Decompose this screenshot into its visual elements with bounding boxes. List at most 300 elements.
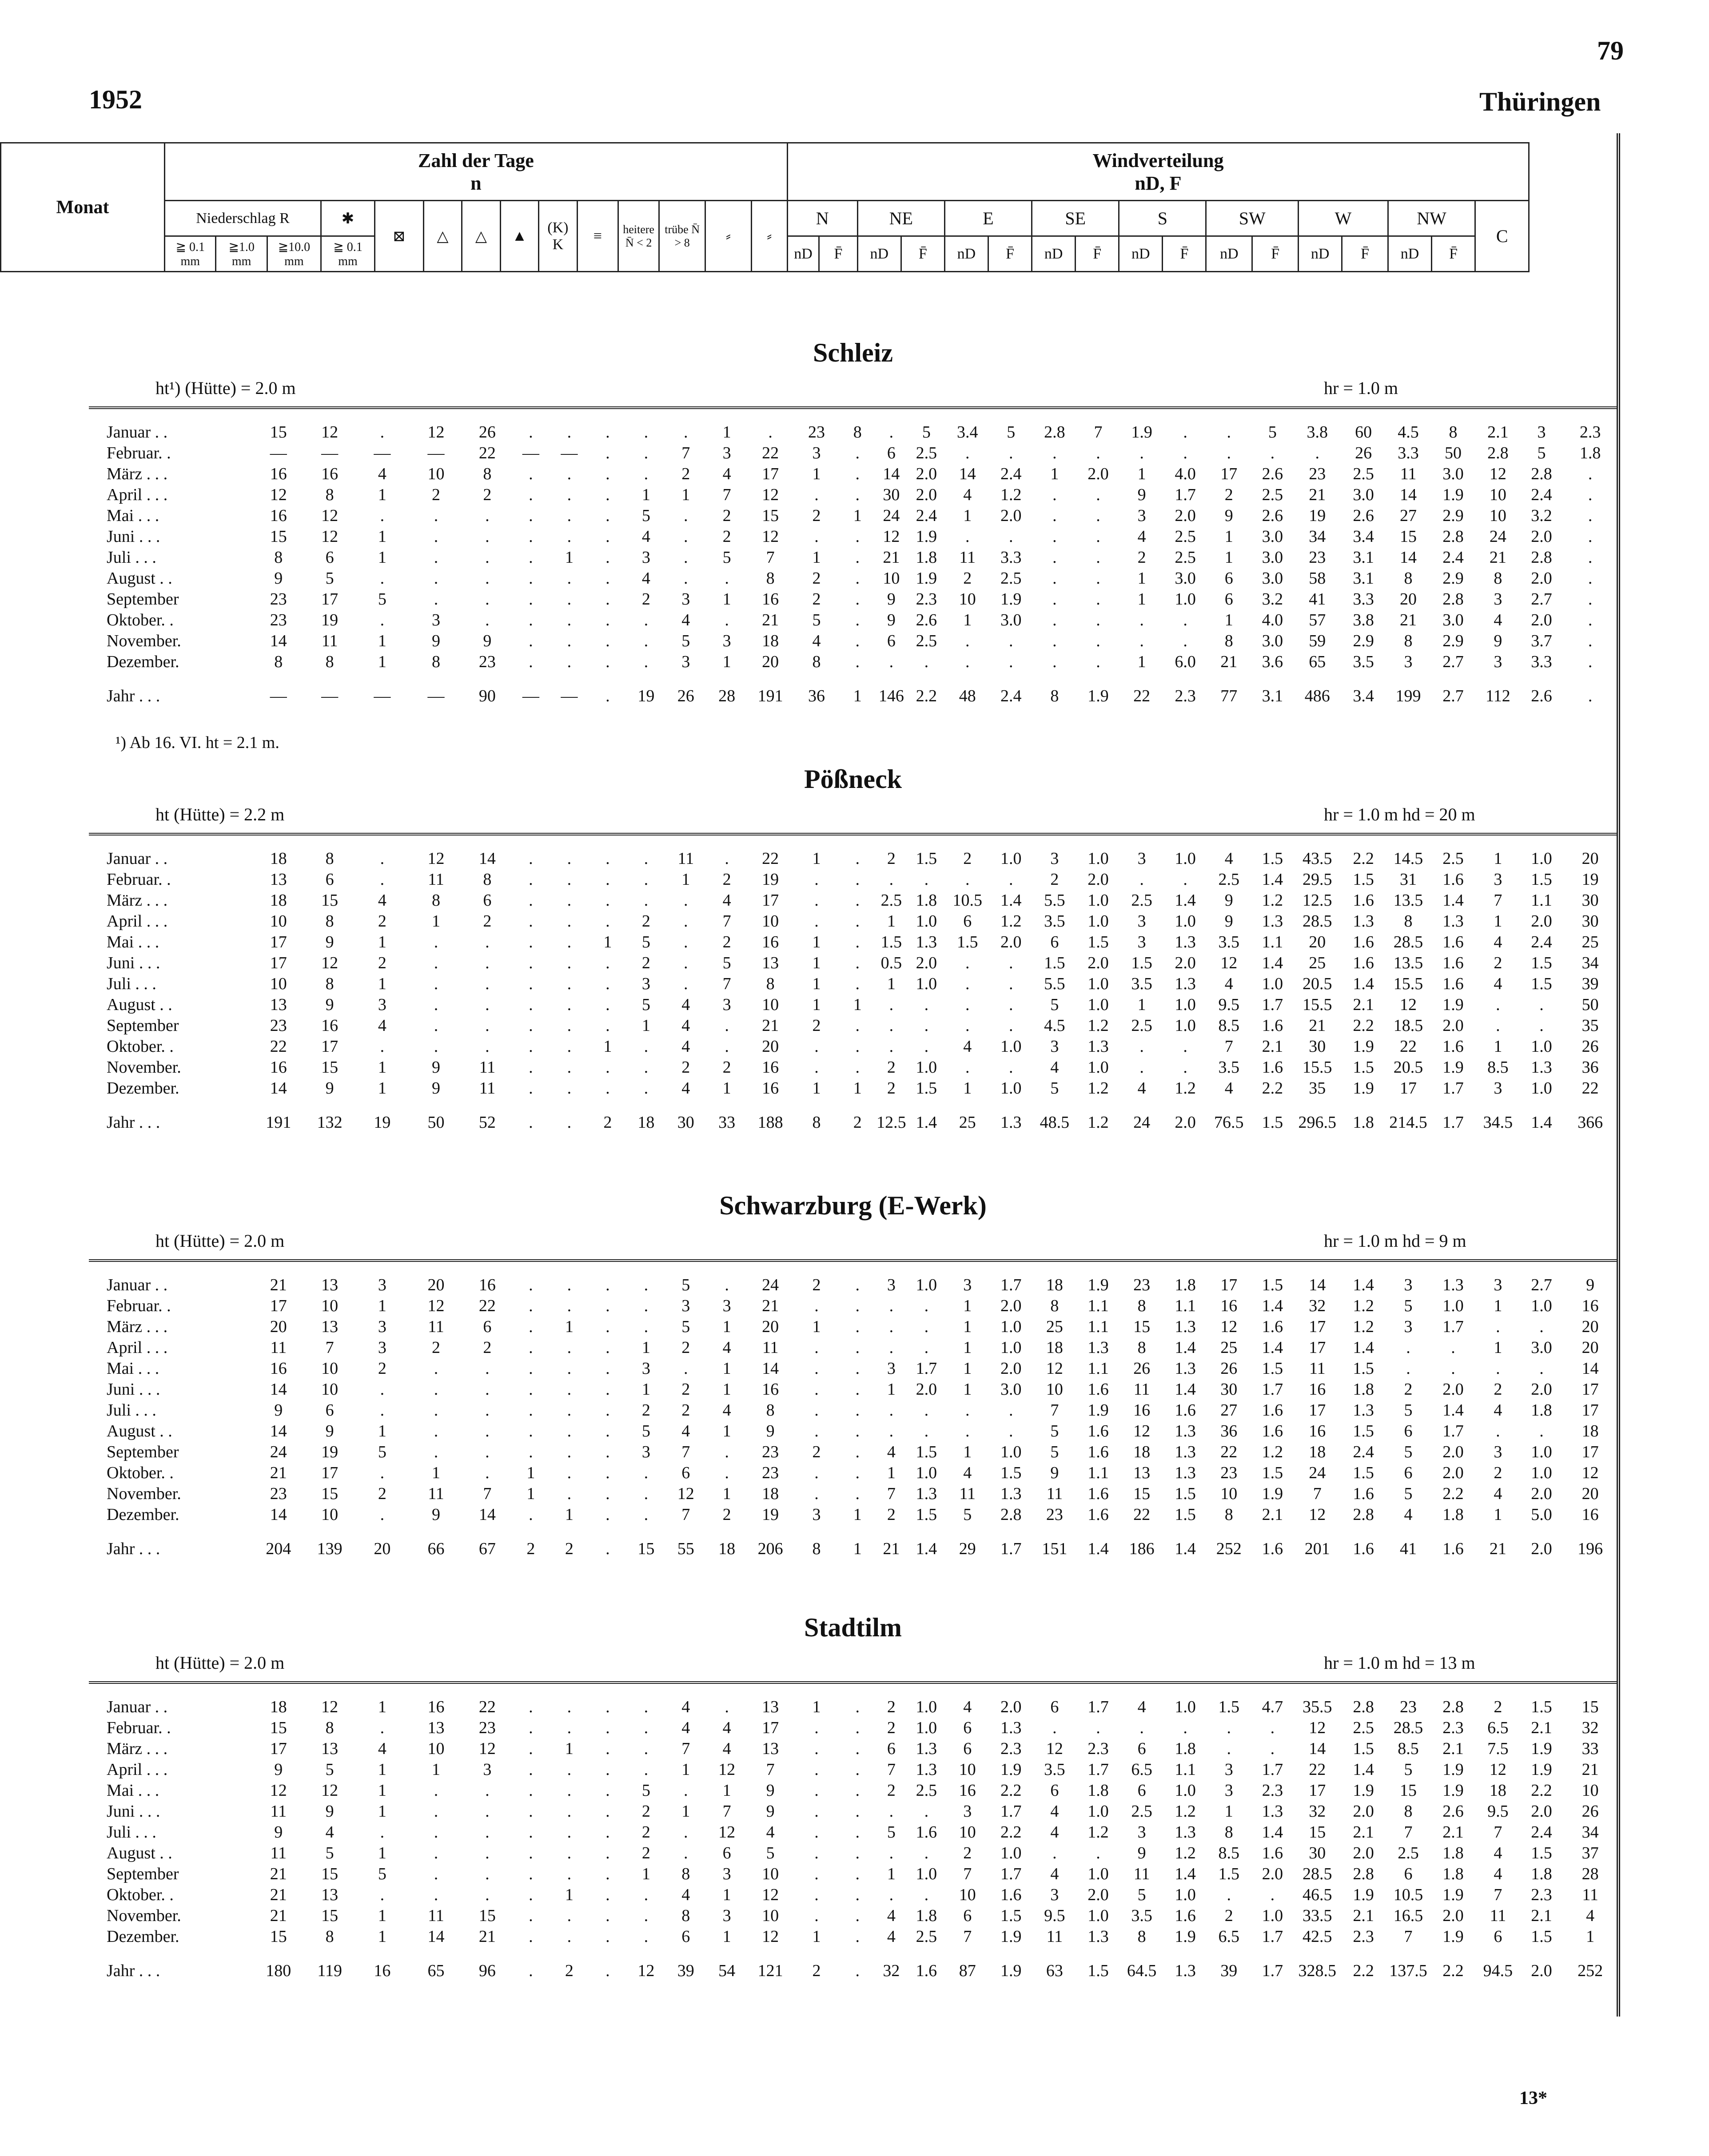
table-cell: 35: [1309, 1079, 1326, 1098]
table-cell: 1.6: [1262, 1058, 1283, 1077]
table-cell: .: [567, 1338, 572, 1357]
table-cell: .: [1052, 569, 1057, 588]
table-cell: 2.1: [1262, 1037, 1283, 1056]
table-cell: 4: [325, 1823, 334, 1842]
table-cell: .: [529, 485, 533, 504]
table-cell: 6: [887, 632, 896, 650]
table-cell: 8: [1449, 423, 1458, 442]
table-cell: 10: [270, 912, 287, 931]
table-cell: 9: [1494, 632, 1502, 650]
table-cell: 23: [478, 652, 496, 671]
table-cell: 4: [963, 1464, 972, 1482]
table-cell: 24: [1309, 1464, 1326, 1482]
table-cell: 21: [883, 1539, 900, 1558]
table-cell: 8: [1404, 912, 1413, 931]
table-cell: .: [434, 548, 438, 567]
month-label: April . . .: [107, 1760, 168, 1779]
table-cell: 2.0: [1088, 1886, 1109, 1904]
table-cell: .: [485, 995, 490, 1014]
table-cell: .: [434, 1865, 438, 1883]
table-cell: 191: [757, 687, 783, 705]
table-row: [89, 1463, 1617, 1484]
table-cell: 3: [1404, 1317, 1413, 1336]
table-cell: .: [965, 444, 970, 462]
table-cell: 1.4: [1353, 1760, 1374, 1779]
table-cell: .: [529, 569, 533, 588]
table-cell: 1.9: [1131, 423, 1152, 442]
table-cell: 1.4: [1175, 1380, 1196, 1399]
table-cell: .: [924, 1338, 929, 1357]
table-cell: .: [567, 569, 572, 588]
table-cell: 2: [603, 1113, 612, 1132]
table-cell: 2: [378, 912, 386, 931]
table-cell: .: [1139, 611, 1144, 629]
table-row: [89, 443, 1617, 464]
table-cell: 2.2: [1442, 1484, 1464, 1503]
table-cell: —: [270, 444, 287, 462]
table-cell: .: [1139, 870, 1144, 889]
table-cell: 4: [641, 527, 650, 546]
table-cell: 26: [677, 687, 694, 705]
table-cell: 15: [637, 1539, 655, 1558]
table-cell: 13.5: [1393, 954, 1423, 972]
table-cell: 17: [762, 465, 779, 483]
table-cell: 20: [1582, 1338, 1599, 1357]
table-cell: .: [567, 1802, 572, 1821]
table-cell: 1.8: [1175, 1739, 1196, 1758]
table-cell: .: [1009, 1016, 1013, 1035]
table-cell: 3: [378, 1338, 386, 1357]
station-hr: hr = 1.0 m hd = 9 m: [1324, 1231, 1466, 1251]
table-cell: .: [380, 569, 385, 588]
table-cell: 1.6: [1353, 954, 1374, 972]
table-cell: 1: [1494, 912, 1502, 931]
table-cell: .: [924, 1317, 929, 1336]
table-row: [89, 1718, 1617, 1738]
table-cell: 2: [483, 912, 492, 931]
table-cell: 3: [1494, 590, 1502, 609]
table-cell: 1: [722, 1927, 731, 1946]
table-cell: .: [855, 611, 860, 629]
table-cell: .: [606, 1927, 610, 1946]
table-cell: —: [374, 444, 391, 462]
table-cell: 1: [812, 465, 821, 483]
table-cell: .: [855, 912, 860, 931]
table-cell: 1.0: [1175, 1781, 1196, 1800]
table-cell: 1.0: [1442, 1297, 1464, 1315]
table-cell: 1.2: [1262, 1443, 1283, 1461]
table-cell: .: [1009, 444, 1013, 462]
table-cell: 1.5: [1175, 1484, 1196, 1503]
table-cell: 22: [1220, 1443, 1238, 1461]
table-cell: 1.3: [916, 933, 937, 951]
table-cell: .: [485, 1844, 490, 1862]
table-cell: .: [1588, 465, 1593, 483]
table-cell: .: [567, 1718, 572, 1737]
table-cell: 17: [270, 1739, 287, 1758]
table-cell: .: [965, 870, 970, 889]
table-cell: .: [855, 1739, 860, 1758]
table-cell: .: [855, 632, 860, 650]
table-cell: 1: [432, 1760, 441, 1779]
table-cell: .: [644, 423, 649, 442]
table-cell: 1: [526, 1484, 535, 1503]
table-cell: 9.5: [1218, 995, 1239, 1014]
table-cell: 16: [762, 1380, 779, 1399]
table-cell: 1.4: [1175, 1338, 1196, 1357]
station-hr: hr = 1.0 m: [1324, 378, 1398, 398]
table-cell: 29.5: [1303, 870, 1332, 889]
table-cell: .: [924, 652, 929, 671]
table-cell: 1: [565, 1739, 574, 1758]
table-cell: 2.1: [1353, 1823, 1374, 1842]
table-cell: 12: [762, 1886, 779, 1904]
table-cell: 4: [1224, 849, 1233, 868]
table-cell: .: [567, 527, 572, 546]
table-cell: 14: [1582, 1359, 1599, 1378]
table-cell: .: [1183, 1058, 1187, 1077]
table-cell: 366: [1578, 1113, 1603, 1132]
header-thr-100: ≧10.0 mm: [267, 236, 321, 272]
table-cell: 1.9: [1262, 1484, 1283, 1503]
table-cell: .: [814, 1401, 819, 1420]
table-cell: 16: [374, 1961, 391, 1980]
table-cell: 10: [321, 1380, 339, 1399]
table-row: [89, 505, 1617, 526]
table-cell: 1.5: [1131, 954, 1152, 972]
table-cell: 2.2: [1531, 1781, 1552, 1800]
table-cell: 1.3: [1000, 1718, 1022, 1737]
page-year: 1952: [89, 85, 142, 114]
table-cell: 19: [762, 870, 779, 889]
table-cell: 67: [478, 1539, 496, 1558]
table-cell: 1: [378, 632, 386, 650]
table-cell: 4: [681, 1016, 690, 1035]
table-cell: 1.0: [1175, 590, 1196, 609]
table-cell: 4: [766, 1823, 775, 1842]
table-cell: 1.4: [1262, 954, 1283, 972]
table-cell: 2.0: [1088, 954, 1109, 972]
table-cell: 3.0: [1442, 465, 1464, 483]
table-cell: 1.9: [1000, 1927, 1022, 1946]
table-row: [89, 848, 1617, 869]
table-cell: 8: [812, 1539, 821, 1558]
table-cell: .: [1227, 444, 1231, 462]
table-cell: 52: [478, 1113, 496, 1132]
table-cell: .: [1052, 652, 1057, 671]
table-cell: 16: [1309, 1380, 1326, 1399]
table-cell: 2.2: [1442, 1961, 1464, 1980]
table-row: [89, 1843, 1617, 1864]
table-cell: 3.2: [1531, 506, 1552, 525]
table-cell: 11: [270, 1844, 287, 1862]
table-cell: .: [529, 1016, 533, 1035]
table-cell: 3: [722, 1297, 731, 1315]
table-cell: 3.0: [1175, 569, 1196, 588]
table-cell: 7: [1494, 1886, 1502, 1904]
table-cell: 2.5: [1131, 1802, 1152, 1821]
table-cell: 57: [1309, 611, 1326, 629]
table-cell: 15: [321, 1484, 339, 1503]
month-label: August . .: [107, 1844, 172, 1862]
table-cell: 1.6: [1000, 1886, 1022, 1904]
table-cell: 10: [1489, 506, 1506, 525]
table-cell: .: [485, 1865, 490, 1883]
table-cell: 1.1: [1531, 891, 1552, 910]
table-cell: 2: [887, 849, 896, 868]
table-cell: 10: [1220, 1484, 1238, 1503]
table-cell: 1.4: [1442, 1401, 1464, 1420]
month-label: Mai . . .: [107, 933, 159, 951]
table-cell: 2.1: [1442, 1739, 1464, 1758]
table-cell: 15: [762, 506, 779, 525]
table-cell: 21: [762, 1016, 779, 1035]
table-cell: .: [606, 611, 610, 629]
table-cell: 2.0: [1000, 1359, 1022, 1378]
table-cell: 2.0: [1175, 1113, 1196, 1132]
table-cell: 3.2: [1262, 590, 1283, 609]
table-cell: 7: [722, 1802, 731, 1821]
table-cell: 2.4: [1531, 485, 1552, 504]
table-cell: 1.5: [1218, 1698, 1239, 1716]
table-cell: 1.9: [1000, 1961, 1022, 1980]
table-cell: —: [561, 444, 578, 462]
table-cell: 1: [565, 548, 574, 567]
table-cell: 2.5: [1262, 485, 1283, 504]
table-cell: 1: [1137, 652, 1146, 671]
table-cell: 1.9: [1442, 1927, 1464, 1946]
table-cell: 2: [887, 1781, 896, 1800]
table-cell: 2: [722, 527, 731, 546]
table-row: [89, 610, 1617, 631]
table-cell: 1.3: [1088, 1037, 1109, 1056]
table-cell: 23: [270, 1016, 287, 1035]
table-cell: 13: [270, 870, 287, 889]
table-cell: 9: [274, 1760, 283, 1779]
table-cell: 6: [483, 891, 492, 910]
table-cell: .: [1227, 1739, 1231, 1758]
table-cell: 18: [270, 1698, 287, 1716]
table-cell: .: [1588, 548, 1593, 567]
table-cell: 9: [325, 1079, 334, 1098]
table-cell: 1.9: [1442, 1760, 1464, 1779]
table-cell: 8.5: [1218, 1844, 1239, 1862]
table-cell: .: [684, 1781, 688, 1800]
month-label: Oktober. .: [107, 1886, 174, 1904]
table-cell: .: [684, 527, 688, 546]
table-cell: 1.1: [1088, 1317, 1109, 1336]
table-cell: 1.3: [916, 1739, 937, 1758]
table-cell: 5: [325, 569, 334, 588]
table-cell: .: [434, 1844, 438, 1862]
table-cell: 1: [378, 1844, 386, 1862]
table-cell: 1.6: [1175, 1906, 1196, 1925]
table-cell: .: [485, 506, 490, 525]
table-row: [89, 568, 1617, 589]
table-cell: 30: [1582, 891, 1599, 910]
table-cell: 10: [762, 1865, 779, 1883]
table-cell: 7: [722, 912, 731, 931]
table-cell: 12: [637, 1961, 655, 1980]
table-cell: 2.1: [1353, 995, 1374, 1014]
table-cell: 32: [1582, 1718, 1599, 1737]
table-cell: 1.8: [916, 1906, 937, 1925]
table-cell: 1.9: [916, 569, 937, 588]
table-cell: 2.0: [1442, 1016, 1464, 1035]
table-cell: 1.3: [1442, 1276, 1464, 1294]
table-cell: 37: [1582, 1844, 1599, 1862]
table-cell: 1.0: [1088, 1906, 1109, 1925]
table-cell: 8: [1404, 1802, 1413, 1821]
table-row: [89, 422, 1617, 443]
table-cell: 2.6: [916, 611, 937, 629]
table-cell: .: [380, 1401, 385, 1420]
header-sym-6: ≡: [577, 201, 618, 272]
table-cell: .: [380, 1718, 385, 1737]
table-cell: 1.3: [1442, 912, 1464, 931]
header-nd: nD: [1119, 236, 1163, 272]
table-cell: 1.0: [1175, 1698, 1196, 1716]
table-cell: .: [567, 912, 572, 931]
table-cell: 3.5: [1131, 1906, 1152, 1925]
table-cell: .: [567, 1079, 572, 1098]
table-cell: .: [529, 975, 533, 993]
table-cell: 3: [1050, 849, 1059, 868]
table-cell: 39: [677, 1961, 694, 1980]
table-cell: 1.0: [1531, 1297, 1552, 1315]
table-cell: 1.5: [1531, 975, 1552, 993]
table-cell: .: [644, 891, 649, 910]
table-cell: 8: [1224, 1823, 1233, 1842]
table-cell: 1.1: [1262, 933, 1283, 951]
table-cell: 16: [1133, 1401, 1151, 1420]
table-cell: .: [529, 1844, 533, 1862]
table-cell: 2.1: [1442, 1823, 1464, 1842]
table-cell: .: [1096, 548, 1100, 567]
table-cell: 17: [321, 590, 339, 609]
table-cell: .: [1052, 444, 1057, 462]
table-cell: .: [1588, 652, 1593, 671]
table-cell: 1: [641, 1380, 650, 1399]
header-sym-2: △: [423, 201, 462, 272]
table-cell: 6: [325, 870, 334, 889]
table-cell: 2.2: [1353, 1961, 1374, 1980]
table-cell: .: [889, 870, 894, 889]
table-cell: .: [1096, 485, 1100, 504]
table-cell: 2.4: [1000, 465, 1022, 483]
table-cell: 1: [853, 995, 862, 1014]
table-cell: 16: [762, 590, 779, 609]
month-label: September: [107, 1443, 179, 1461]
table-cell: .: [1183, 870, 1187, 889]
table-cell: .: [529, 465, 533, 483]
table-cell: 3.5: [1218, 1058, 1239, 1077]
table-cell: 1.7: [1000, 1865, 1022, 1883]
table-cell: 1.7: [1262, 1760, 1283, 1779]
table-cell: 2.4: [1353, 1443, 1374, 1461]
table-cell: .: [814, 1886, 819, 1904]
table-cell: 1.6: [1262, 1422, 1283, 1440]
table-cell: 10: [427, 1739, 445, 1758]
table-cell: .: [1009, 870, 1013, 889]
table-cell: 26: [478, 423, 496, 442]
table-cell: 8: [325, 485, 334, 504]
table-cell: .: [1096, 590, 1100, 609]
table-cell: 8: [325, 849, 334, 868]
table-cell: —: [522, 687, 539, 705]
table-cell: .: [606, 954, 610, 972]
table-cell: 2: [722, 933, 731, 951]
table-cell: 15: [321, 1865, 339, 1883]
table-cell: .: [485, 527, 490, 546]
month-label: August . .: [107, 1422, 172, 1440]
table-cell: 1.8: [1353, 1113, 1374, 1132]
table-cell: 1.0: [1000, 1079, 1022, 1098]
table-cell: 4: [1494, 1484, 1502, 1503]
station-table: [89, 1697, 1617, 1981]
table-cell: 1: [378, 485, 386, 504]
table-cell: 1.3: [1000, 1484, 1022, 1503]
table-cell: .: [606, 975, 610, 993]
table-cell: 1: [681, 1760, 690, 1779]
table-cell: .: [924, 1802, 929, 1821]
month-label: Juli . . .: [107, 1823, 156, 1842]
table-cell: 1: [641, 1865, 650, 1883]
table-cell: 3: [1050, 1037, 1059, 1056]
table-row: [89, 1036, 1617, 1057]
table-cell: 2: [812, 1443, 821, 1461]
table-cell: 2.5: [1175, 548, 1196, 567]
table-cell: 1.7: [1442, 1113, 1464, 1132]
table-cell: 6: [1137, 1781, 1146, 1800]
table-cell: 2.2: [1000, 1823, 1022, 1842]
table-cell: 6: [1224, 569, 1233, 588]
table-cell: 20: [1582, 1484, 1599, 1503]
table-cell: .: [529, 1422, 533, 1440]
table-cell: 3.8: [1307, 423, 1328, 442]
table-cell: 3.5: [1044, 1760, 1065, 1779]
table-cell: 5: [1050, 1079, 1059, 1098]
table-cell: .: [434, 1781, 438, 1800]
column-header: [0, 142, 1530, 272]
table-cell: 3: [1404, 1276, 1413, 1294]
table-cell: 12: [270, 485, 287, 504]
table-cell: .: [855, 954, 860, 972]
table-cell: .: [606, 652, 610, 671]
table-cell: .: [1096, 632, 1100, 650]
month-label: Juli . . .: [107, 548, 156, 567]
table-cell: 1.4: [1353, 1338, 1374, 1357]
table-cell: 5: [1007, 423, 1016, 442]
table-cell: 7: [1404, 1927, 1413, 1946]
table-cell: .: [1139, 632, 1144, 650]
table-cell: 3.0: [1442, 611, 1464, 629]
month-label: Januar . .: [107, 1698, 168, 1716]
table-cell: .: [889, 1844, 894, 1862]
table-cell: 3.0: [1353, 485, 1374, 504]
page-region: Thüringen: [1479, 87, 1601, 116]
table-cell: 16: [270, 465, 287, 483]
header-nd: nD: [944, 236, 988, 272]
table-cell: .: [1052, 590, 1057, 609]
table-cell: 12: [1046, 1739, 1063, 1758]
table-cell: 6: [1050, 1698, 1059, 1716]
table-cell: 14: [959, 465, 976, 483]
table-cell: 14: [1309, 1276, 1326, 1294]
table-cell: 8.5: [1487, 1058, 1509, 1077]
table-cell: 1.7: [916, 1359, 937, 1378]
month-label: März . . .: [107, 1739, 168, 1758]
